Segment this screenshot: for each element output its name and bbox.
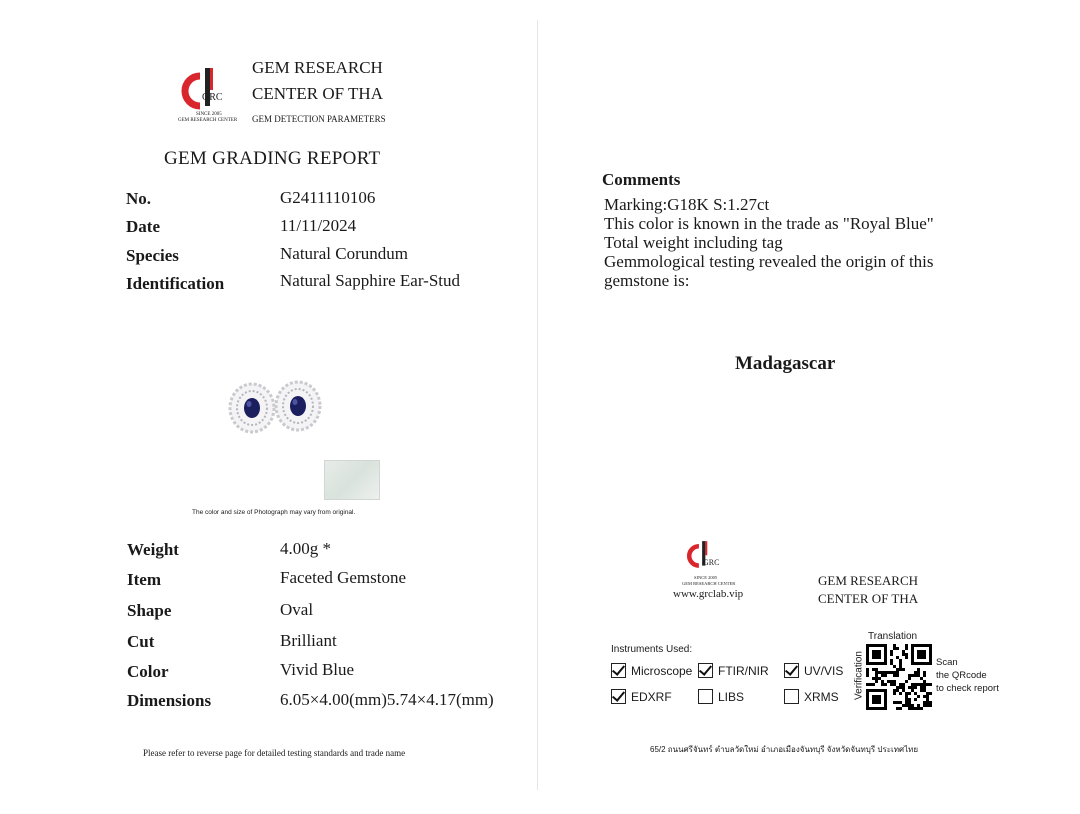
field-value-date: 11/11/2024 <box>280 216 357 235</box>
field-value-identification: Natural Sapphire Ear-Stud <box>280 271 460 290</box>
org-name-line1: GEM RESEARCH <box>252 58 383 77</box>
grc-logo-small <box>682 536 746 592</box>
logo-text-small: GRC <box>703 558 720 567</box>
logo-caption: GEM RESEARCH CENTER <box>178 118 238 123</box>
earring-right <box>276 382 320 430</box>
logo-text: GRC <box>202 92 223 103</box>
checkbox-libs <box>698 689 713 704</box>
grc-logo <box>180 66 242 126</box>
instrument-label: XRMS <box>804 689 839 704</box>
comment-line: Gemmological testing revealed the origin of this <box>604 252 934 271</box>
field-value-color: Vivid Blue <box>280 660 355 679</box>
instrument-label: EDXRF <box>631 689 672 704</box>
field-value-shape: Oval <box>280 600 314 619</box>
instrument-libs <box>698 689 744 704</box>
checkbox-ftir <box>698 663 713 678</box>
grc-logo-icon <box>180 66 242 110</box>
logo-since: SINCE 2005 <box>196 112 222 117</box>
field-label-shape: Shape <box>127 601 172 620</box>
instrument-microscope <box>611 663 692 678</box>
field-label-dimensions: Dimensions <box>127 691 212 710</box>
earring-left <box>230 384 274 432</box>
field-value-no: G2411110106 <box>280 188 376 207</box>
comments-body <box>604 195 1004 290</box>
origin-value: Madagascar <box>735 353 836 374</box>
org-name-line2: CENTER OF THA <box>252 84 383 103</box>
instrument-uvvis <box>784 663 843 678</box>
instruments-title: Instruments Used: <box>611 644 693 655</box>
checkbox-uvvis <box>784 663 799 678</box>
hologram-sticker <box>324 460 380 500</box>
earring-photo <box>222 376 332 438</box>
instrument-edxrf <box>611 689 672 704</box>
verification-label: Verification <box>853 651 865 700</box>
instrument-label: UV/VIS <box>804 663 844 678</box>
comment-line: Marking:G18K S:1.27ct <box>604 195 770 214</box>
translation-label: Translation <box>868 631 918 642</box>
instrument-xrms <box>784 689 839 704</box>
comment-line: Total weight including tag <box>604 233 783 252</box>
field-value-species: Natural Corundum <box>280 244 408 263</box>
instrument-label: Microscope <box>631 663 693 678</box>
field-label-weight: Weight <box>127 540 179 559</box>
footer-note: Please refer to reverse page for detailed testing standards and trade name <box>143 748 406 758</box>
field-label-no: No. <box>126 189 152 208</box>
qr-instruction-line: to check report <box>936 683 999 694</box>
field-label-species: Species <box>126 246 179 265</box>
org-name-right-line2: CENTER OF THA <box>818 591 919 606</box>
field-value-weight: 4.00g * <box>280 539 331 558</box>
page-divider <box>537 20 538 790</box>
website-link[interactable]: www.grclab.vip <box>673 588 744 600</box>
field-label-date: Date <box>126 217 160 236</box>
field-value-item: Faceted Gemstone <box>280 568 407 587</box>
qr-instruction-line: Scan <box>936 657 958 668</box>
comments-title: Comments <box>602 170 681 189</box>
instrument-label: LIBS <box>718 689 745 704</box>
instrument-label: FTIR/NIR <box>718 663 769 678</box>
field-label-cut: Cut <box>127 632 155 651</box>
checkbox-xrms <box>784 689 799 704</box>
org-subtitle: GEM DETECTION PARAMETERS <box>252 114 386 124</box>
checkbox-edxrf <box>611 689 626 704</box>
field-label-color: Color <box>127 662 169 681</box>
logo-since-small: SINCE 2005 <box>694 575 718 580</box>
logo-caption-small: GEM RESEARCH CENTER <box>682 581 736 586</box>
field-value-dimensions: 6.05×4.00(mm)5.74×4.17(mm) <box>280 690 494 709</box>
qr-instructions <box>936 656 999 695</box>
field-label-item: Item <box>127 570 161 589</box>
comment-line: gemstone is: <box>604 271 690 290</box>
field-value-cut: Brilliant <box>280 631 337 650</box>
qr-instruction-line: the QRcode <box>936 670 987 681</box>
checkbox-microscope <box>611 663 626 678</box>
qr-code-icon[interactable] <box>866 644 932 710</box>
report-title: GEM GRADING REPORT <box>164 148 381 169</box>
photo-note: The color and size of Photograph may vary from original. <box>192 509 356 516</box>
address: 65/2 ถนนศรีจันทร์ ตำบลวัดใหม่ อำเภอเมืองจันทบุรี จังหวัดจันทบุรี ประเทศไทย <box>650 745 919 754</box>
field-label-identification: Identification <box>126 274 225 293</box>
org-name-right-line1: GEM RESEARCH <box>818 573 919 588</box>
instrument-ftir <box>698 663 769 678</box>
comment-line: This color is known in the trade as "Royal Blue" <box>604 214 934 233</box>
